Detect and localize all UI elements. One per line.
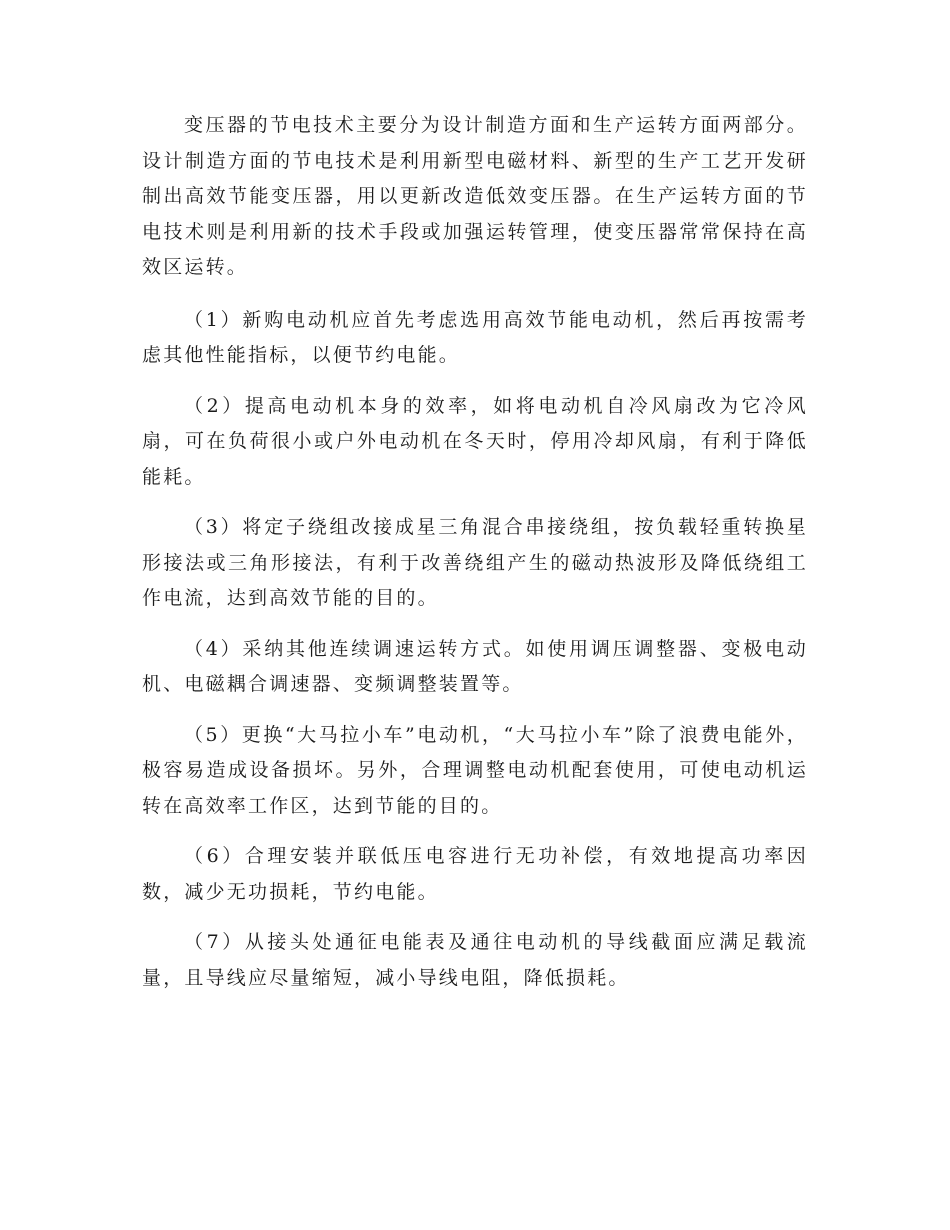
paragraph-item-3: （3）将定子绕组改接成星三角混合串接绕组，按负载轻重转换星形接法或三角形接法，有利于改善绕组产生的磁动热波形及降低绕组工作电流，达到高效节能的目的。 [142,516,808,609]
paragraph-item-7: （7）从接头处通征电能表及通往电动机的导线截面应满足载流量，且导线应尽量缩短，减小导线电阻，降低损耗。 [142,931,808,989]
paragraph-intro: 变压器的节电技术主要分为设计制造方面和生产运转方面两部分。设计制造方面的节电技术是利用新型电磁材料、新型的生产工艺开发研制出高效节能变压器，用以更新改造低效变压器。在生产运转方面的节电技术则是利用新的技术手段或加强运转管理，使变压器常常保持在高效区运转。 [142,114,808,278]
document-body [142,108,808,1011]
paragraph-item-6: （6）合理安装并联低压电容进行无功补偿，有效地提高功率因数，减少无功损耗，节约电能。 [142,845,808,903]
paragraph-item-1: （1）新购电动机应首先考虑选用高效节能电动机，然后再按需考虑其他性能指标，以便节约电能。 [142,308,808,366]
paragraph-item-2: （2）提高电动机本身的效率，如将电动机自冷风扇改为它冷风扇，可在负荷很小或户外电动机在冬天时，停用冷却风扇，有利于降低能耗。 [142,394,808,488]
paragraph-item-5: （5）更换“大马拉小车”电动机，“大马拉小车”除了浪费电能外，极容易造成设备损坏。另外，合理调整电动机配套使用，可使电动机运转在高效率工作区，达到节能的目的。 [142,723,808,817]
paragraph-item-4: （4）采纳其他连续调速运转方式。如使用调压调整器、变极电动机、电磁耦合调速器、变频调整装置等。 [142,637,808,695]
